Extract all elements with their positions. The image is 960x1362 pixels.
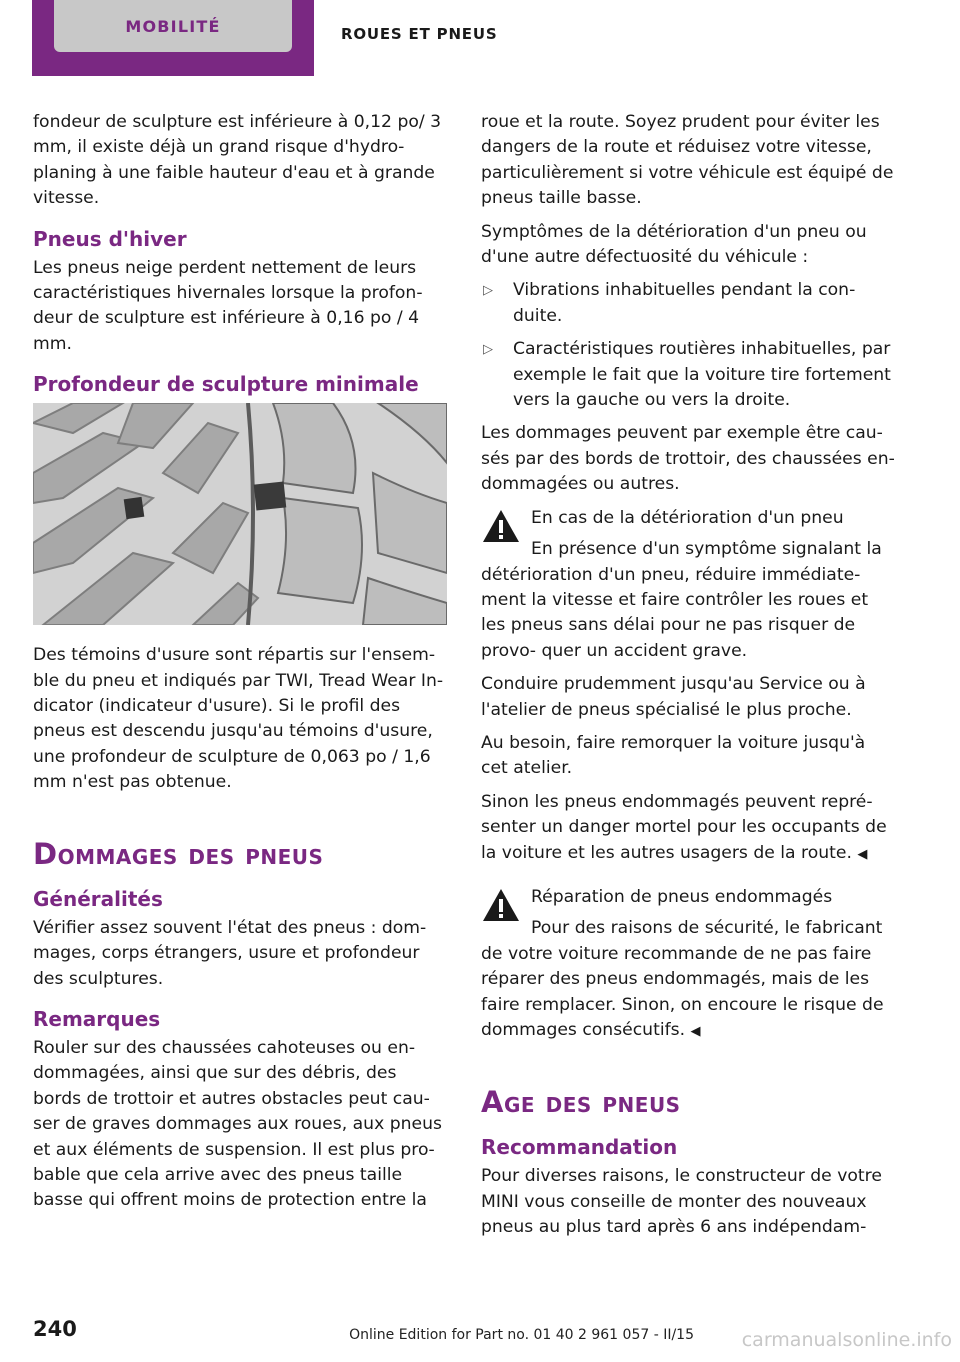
end-mark-icon: ◀ bbox=[690, 1024, 701, 1039]
warning-title: En cas de la détérioration d'un pneu bbox=[531, 507, 844, 528]
tire-tread-drawing bbox=[33, 403, 447, 625]
left-column bbox=[33, 110, 447, 1222]
right-column bbox=[481, 110, 895, 1249]
list-item-text: Vibrations inhabituelles pendant la con‐ duite. bbox=[513, 280, 856, 326]
heading-general: Généralités bbox=[33, 886, 163, 911]
paragraph-tow: Au besoin, faire remorquer la voiture jusqu'à cet atelier. bbox=[481, 732, 866, 779]
paragraph-remarks: Rouler sur des chaussées cahoteuses ou en‐ dommagées, ainsi que sur des débris, des bords de trottoir et autres obstacles peut cau‐ ser de graves dommages aux roues, aux pneus et aux éléments de suspension. Il est plus pro‐ bable que cela arrive avec des pneus taille basse qui offrent moins de protection entre la bbox=[33, 1037, 442, 1211]
warning-title: Réparation de pneus endommagés bbox=[531, 886, 833, 907]
warning-text bbox=[481, 916, 895, 1044]
warning-text-body: Pour des raisons de sécurité, le fabricant de votre voiture recommande de ne pas faire réparer des pneus endommagés, mais de les faire remplacer. Sinon, on encoure le risque de dommages consécutifs. bbox=[481, 918, 884, 1040]
tread-wear-indicator-illustration bbox=[33, 403, 447, 625]
page-number: 240 bbox=[33, 1317, 77, 1341]
warning-triangle-icon bbox=[481, 887, 521, 923]
heading-winter-tires: Pneus d'hiver bbox=[33, 226, 187, 251]
heading-remarks: Remarques bbox=[33, 1006, 161, 1031]
triangle-bullet-icon: ▷ bbox=[483, 283, 493, 299]
chapter-tab bbox=[32, 0, 314, 76]
symptom-list bbox=[481, 278, 895, 413]
heading-tire-damage: Dommages des pneus bbox=[33, 836, 324, 871]
paragraph-winter-tires: Les pneus neige perdent nettement de leurs caractéristiques hivernales lorsque la profon‐ deur de sculpture est inférieure à 0,16 po / 4 mm. bbox=[33, 257, 423, 354]
heading-min-tread-depth: Profondeur de sculpture minimale bbox=[33, 372, 419, 397]
warning-block-tire-damage bbox=[481, 506, 895, 664]
paragraph-drive-carefully: Conduire prudemment jusqu'au Service ou à l'atelier de pneus spécialisé le plus proche. bbox=[481, 674, 866, 720]
warning-block-tire-repair bbox=[481, 885, 895, 1044]
edition-note: Online Edition for Part no. 01 40 2 961 057 - II/15 bbox=[349, 1327, 694, 1343]
warning-text: En présence d'un symptôme signalant la détérioration d'un pneu, réduire immédiate‐ ment la vitesse et faire contrôler les roues et les pneus sans délai pour ne pas risquer de provo‐ quer un accident grave. bbox=[481, 539, 882, 661]
chapter-tab-label: MOBILITÉ bbox=[125, 16, 221, 36]
end-mark-icon: ◀ bbox=[857, 846, 868, 862]
paragraph-causes: Les dommages peuvent par exemple être cau‐ sés par des bords de trottoir, des chaussées en‐ dommagées ou autres. bbox=[481, 423, 895, 495]
section-title: ROUES ET PNEUS bbox=[341, 25, 498, 43]
heading-tire-age: Age des pneus bbox=[481, 1085, 681, 1120]
warning-triangle-icon bbox=[481, 508, 521, 544]
triangle-bullet-icon: ▷ bbox=[483, 342, 493, 358]
watermark: carmanualsonline.info bbox=[741, 1329, 952, 1351]
heading-recommendation: Recommandation bbox=[481, 1135, 678, 1160]
list-item bbox=[481, 278, 895, 329]
paragraph-general: Vérifier assez souvent l'état des pneus : dom‐ mages, corps étrangers, usure et profondeur des sculptures. bbox=[33, 917, 427, 989]
paragraph-recommendation: Pour diverses raisons, le constructeur de votre MINI vous conseille de monter des nouveaux pneus au plus tard après 6 ans indépendam‐ bbox=[481, 1166, 882, 1238]
list-item-text: Caractéristiques routières inhabituelles, par exemple le fait que la voiture tire fortement vers la gauche ou vers la droite. bbox=[513, 339, 891, 411]
chapter-tab-inner bbox=[54, 0, 292, 52]
paragraph-tread-wear-indicator: Des témoins d'usure sont répartis sur l'ensem‐ ble du pneu et indiqués par TWI, Tread Wear In‐ dicator (indicateur d'usure). Si le profil des pneus est descendu jusqu'au témoins d'usure, une profondeur de sculpture de 0,063 po / 1,6 mm n'est pas obtenue. bbox=[33, 645, 444, 793]
paragraph-continued: roue et la route. Soyez prudent pour éviter les dangers de la route et réduisez votre vitesse, particulièrement si votre véhicule est équipé de pneus taille basse. bbox=[481, 112, 894, 209]
paragraph-danger bbox=[481, 790, 895, 867]
list-item bbox=[481, 337, 895, 413]
paragraph-intro: fondeur de sculpture est inférieure à 0,12 po/ 3 mm, il existe déjà un grand risque d'hydro‐ planing à une faible hauteur d'eau et à grande vitesse. bbox=[33, 112, 442, 209]
paragraph-danger-text: Sinon les pneus endommagés peuvent repré‐ senter un danger mortel pour les occupants de la voiture et les autres usagers de la route. bbox=[481, 791, 887, 863]
paragraph-symptoms: Symptômes de la détérioration d'un pneu ou d'une autre défectuosité du véhicule : bbox=[481, 221, 867, 268]
